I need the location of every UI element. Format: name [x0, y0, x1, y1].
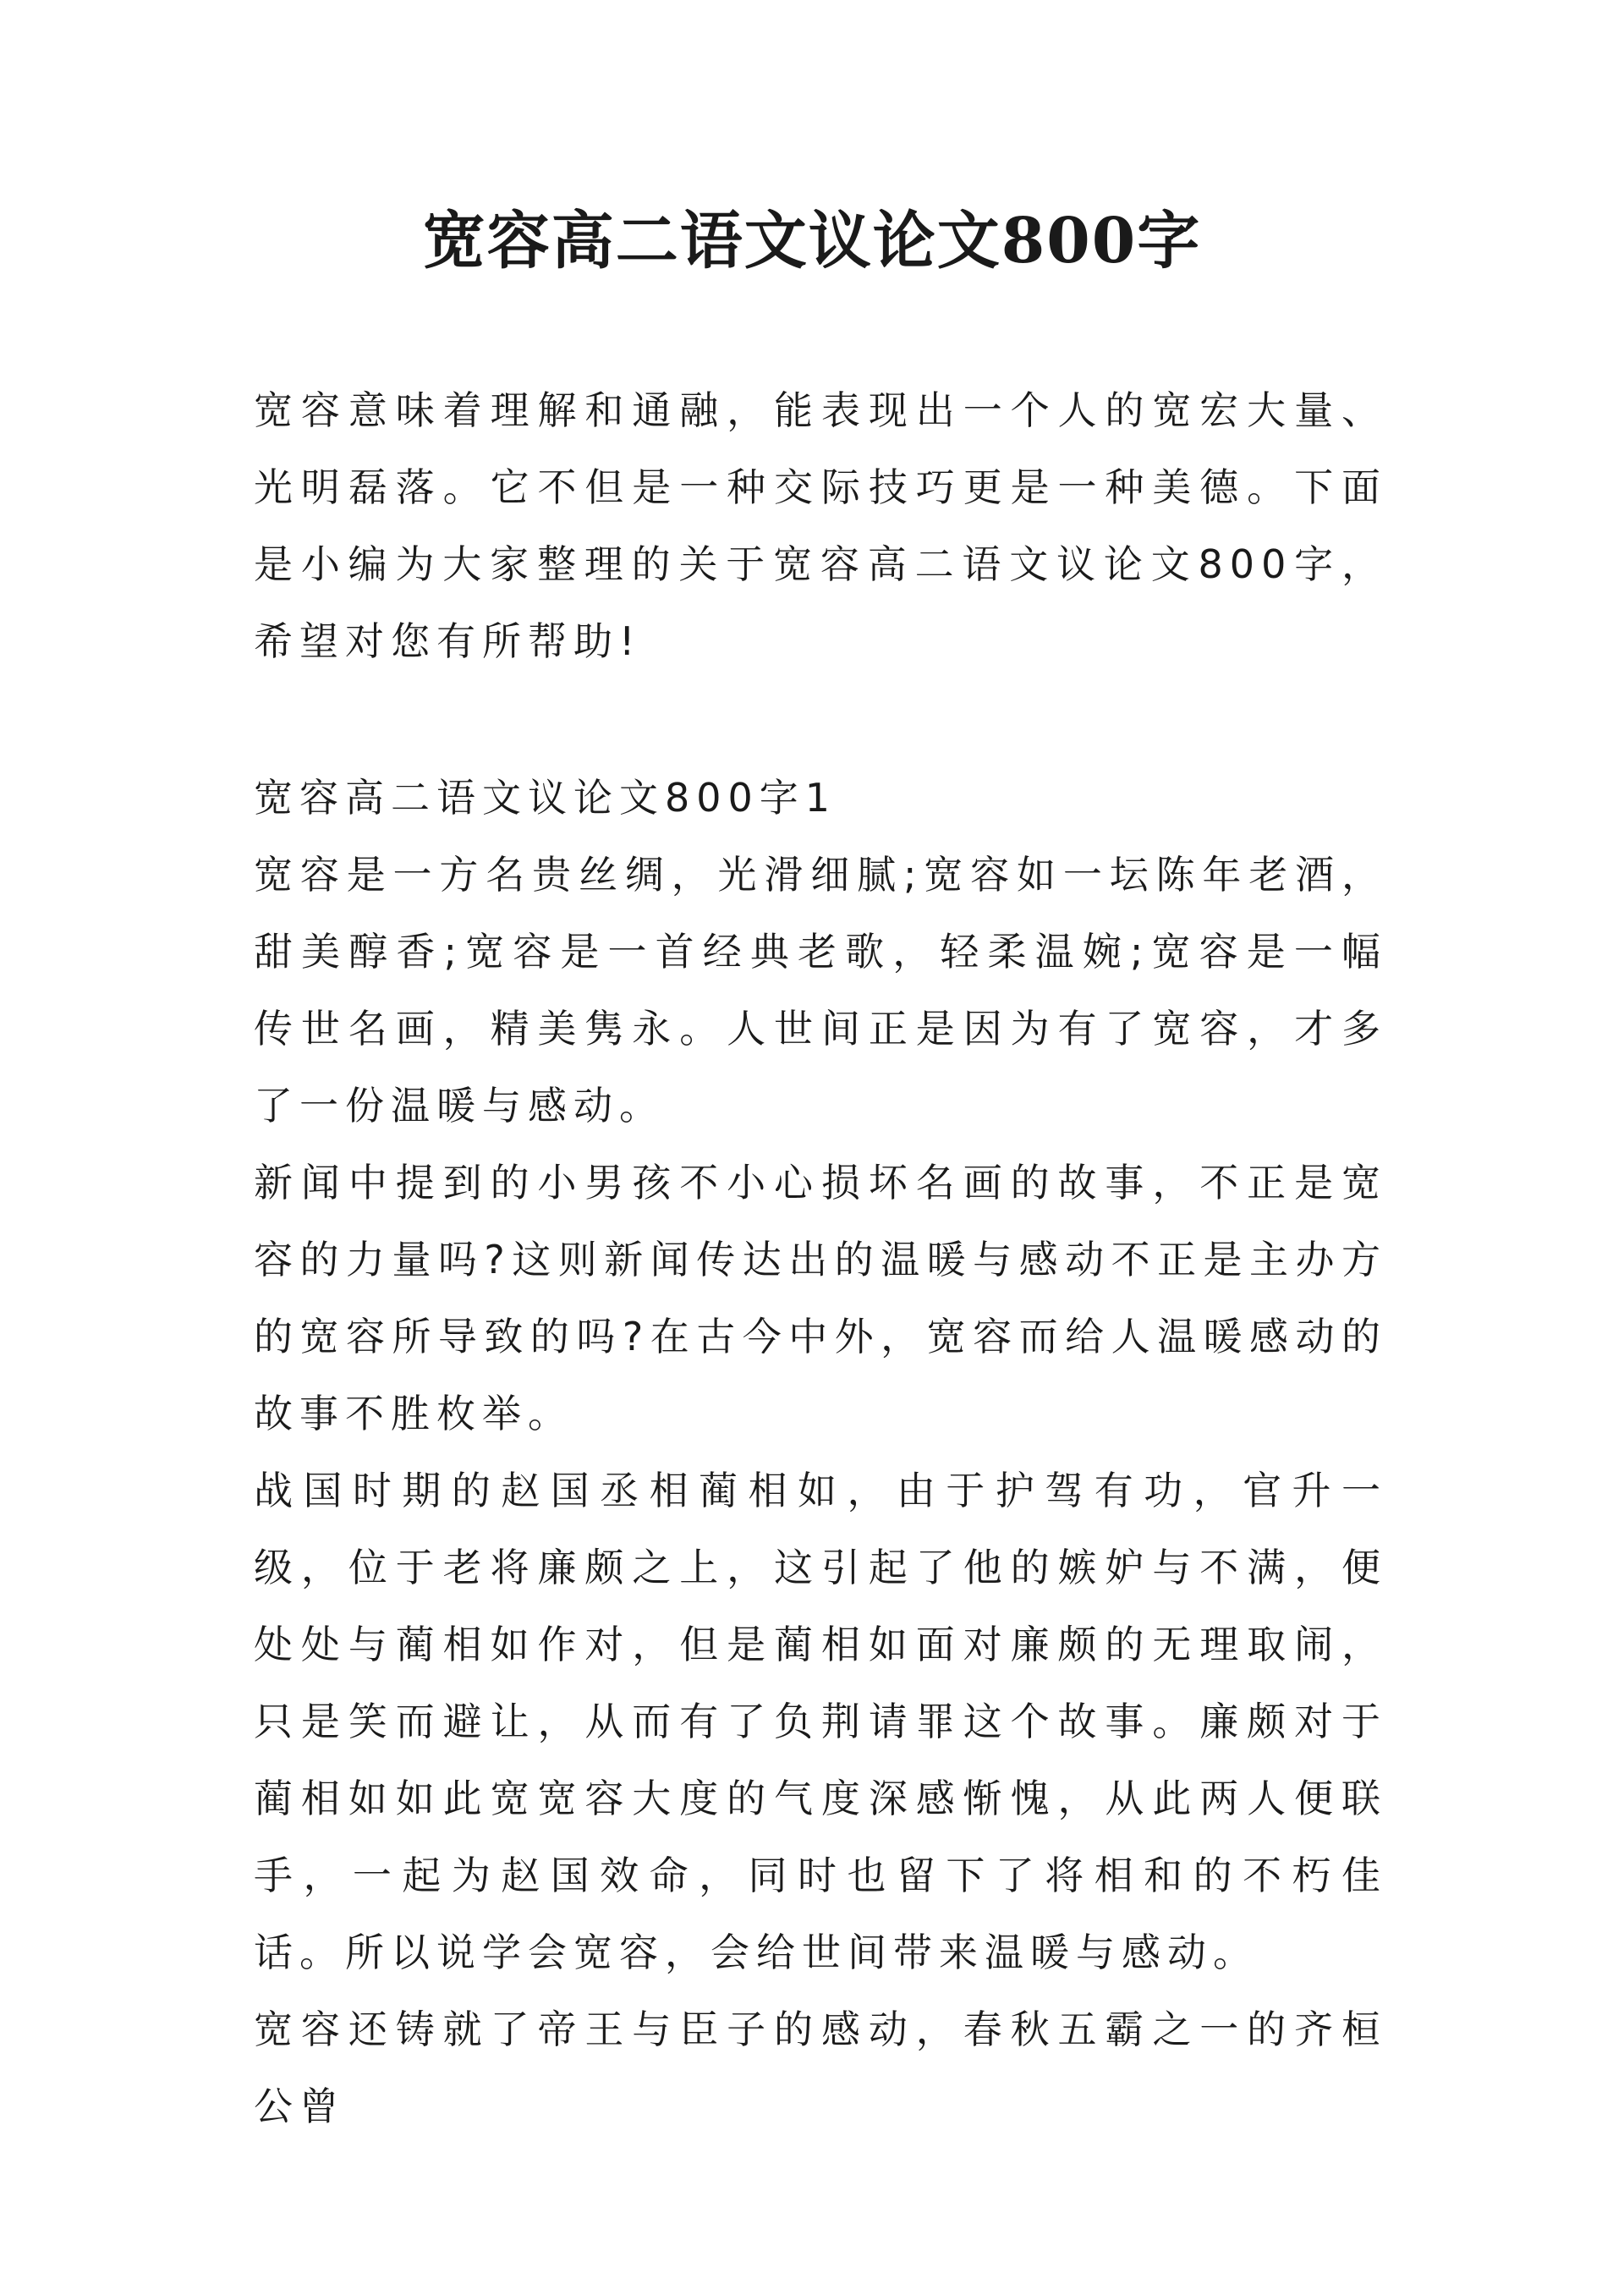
essay-paragraph: 宽容还铸就了帝王与臣子的感动，春秋五霸之一的齐桓公曾	[254, 2007, 1387, 2129]
intro-block	[254, 372, 1387, 680]
essay-paragraph: 战国时期的赵国丞相蔺相如，由于护驾有功，官升一级，位于老将廉颇之上，这引起了他的嫉妒与不满，便处处与蔺相如作对，但是蔺相如面对廉颇的无理取闹，只是笑而避让，从而有了负荆请罪这个故事。廉颇对于蔺相如如此宽宽容大度的气度深感惭愧，从此两人便联手，一起为赵国效命，同时也留下了将相和的不朽佳话。所以说学会宽容，会给世间带来温暖与感动。	[254, 1468, 1387, 1975]
essay-paragraph: 宽容是一方名贵丝绸，光滑细腻;宽容如一坛陈年老酒，甜美醇香;宽容是一首经典老歌，轻柔温婉;宽容是一幅传世名画，精美隽永。人世间正是因为有了宽容，才多了一份温暖与感动。	[254, 852, 1387, 1128]
essay-block	[254, 760, 1387, 2145]
intro-paragraph: 宽容意味着理解和通融，能表现出一个人的宽宏大量、光明磊落。它不但是一种交际技巧更是一种美德。下面是小编为大家整理的关于宽容高二语文议论文800字，希望对您有所帮助!	[254, 387, 1387, 664]
essay-heading: 宽容高二语文议论文800字1	[254, 775, 837, 821]
document-title: 宽容高二语文议论文800字	[422, 205, 1202, 277]
essay-paragraph: 新闻中提到的小男孩不小心损坏名画的故事，不正是宽容的力量吗?这则新闻传达出的温暖与感动不正是主办方的宽容所导致的吗?在古今中外，宽容而给人温暖感动的故事不胜枚举。	[254, 1160, 1387, 1436]
